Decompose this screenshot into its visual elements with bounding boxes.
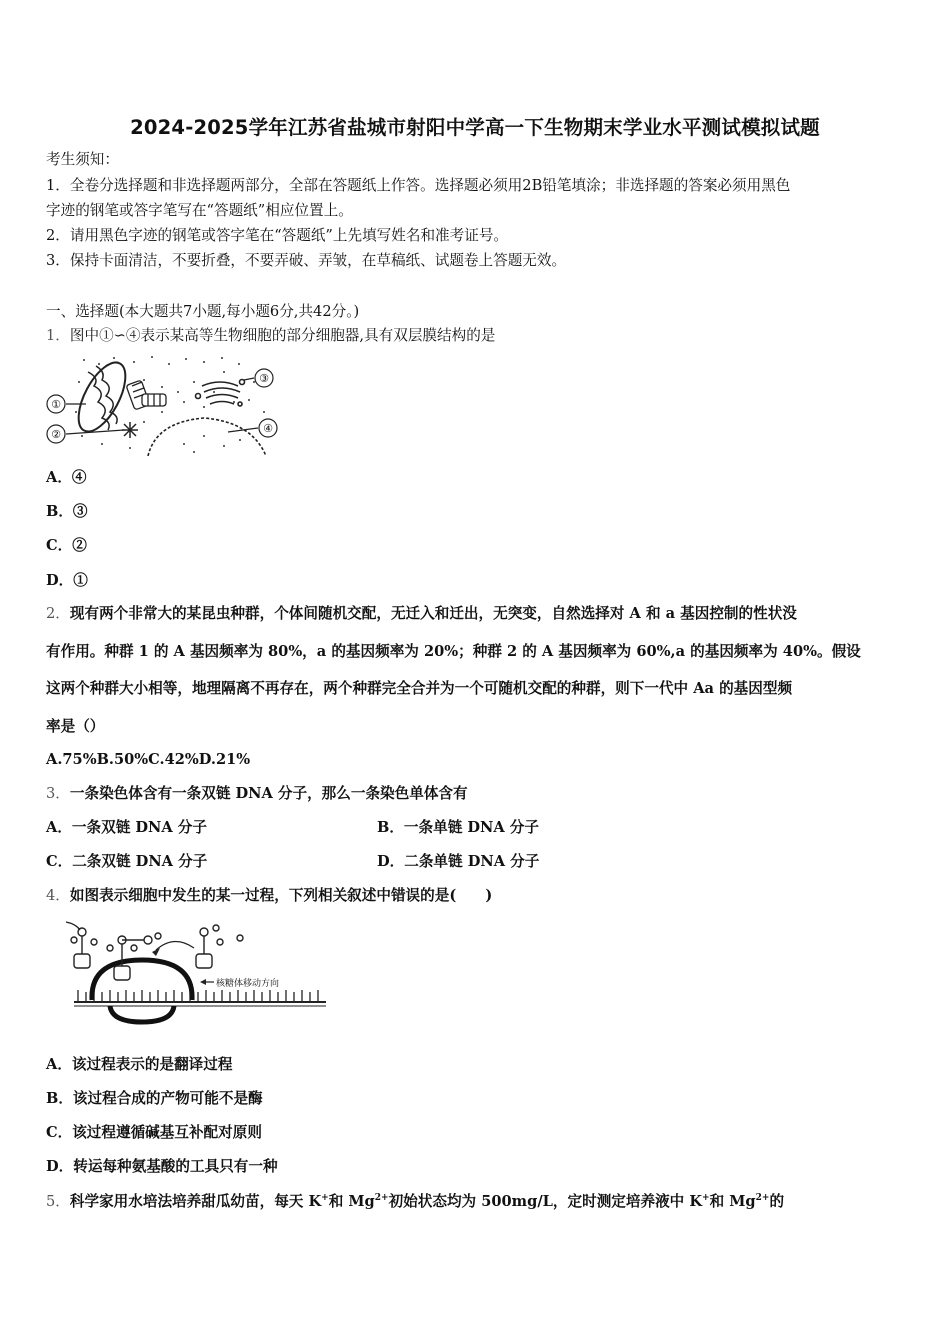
- figure-label-3: ③: [259, 372, 269, 385]
- question-5-stem: 5．科学家用水培法培养甜瓜幼苗，每天 K+和 $Mg^{2+}$初始状态均为 500mg/L，定时测定培养液中 K+和 $Mg^{2+}$的: [46, 1193, 785, 1210]
- question-4-option-d: D．转运每种氨基酸的工具只有一种: [46, 1158, 278, 1175]
- question-2-line-1: 2．现有两个非常大的某昆虫种群，个体间随机交配，无迁入和迁出，无突变，自然选择对 A 和 a 基因控制的性状没: [46, 605, 797, 622]
- question-3-stem: 3．一条染色体含有一条双链 DNA 分子，那么一条染色单体含有: [46, 785, 468, 802]
- question-number: 5．: [46, 1193, 70, 1210]
- notice-item-1-cont: 字迹的钢笔或答字笔写在“答题纸”相应位置上。: [46, 202, 353, 219]
- question-number: 4．: [46, 887, 70, 904]
- question-4-option-a: A．该过程表示的是翻译过程: [46, 1056, 233, 1073]
- question-3-option-d: D．二条单链 DNA 分子: [377, 853, 540, 870]
- figure-label-1: ①: [51, 398, 61, 411]
- starburst-shape: [122, 422, 138, 438]
- question-2-options: A.75%B.50%C.42%D.21%: [46, 751, 251, 768]
- question-3-option-a: A．一条双链 DNA 分子: [46, 819, 207, 836]
- figure-label-2: ②: [51, 428, 61, 441]
- figure-label-4: ④: [263, 422, 273, 435]
- notice-item-1: 1．全卷分选择题和非选择题两部分，全部在答题纸上作答。选择题必须用2B铅笔填涂；非选择题的答案必须用黑色: [46, 177, 791, 194]
- trna-right: [196, 925, 243, 968]
- question-4-option-c: C．该过程遵循碱基互补配对原则: [46, 1124, 262, 1141]
- question-2-line-3: 这两个种群大小相等，地理隔离不再存在，两个种群完全合并为一个可随机交配的种群，则下一代中 Aa 的基因型频: [46, 680, 793, 697]
- notice-heading: 考生须知：: [46, 151, 119, 168]
- question-number: 1．: [46, 327, 70, 344]
- direction-arrow-head: [200, 979, 206, 985]
- mrna-strand: [74, 990, 326, 1006]
- arrow-curve: [156, 941, 194, 950]
- mitochondrion-shape: [69, 355, 135, 438]
- trna-left: [66, 922, 97, 968]
- question-1-option-a: A．④: [46, 469, 87, 486]
- question-number: 3．: [46, 785, 70, 802]
- question-1-option-b: B．③: [46, 503, 88, 520]
- question-2-line-4: 率是（）: [46, 718, 105, 735]
- notice-item-2: 2．请用黑色字迹的钢笔或答字笔在“答题纸”上先填写姓名和准考证号。: [46, 227, 509, 244]
- centriole-shape: [126, 380, 166, 410]
- question-2-line-2: 有作用。种群 1 的 A 基因频率为 80%，a 的基因频率为 20%；种群 2 的 A 基因频率为 60%,a 的基因频率为 40%。假设: [46, 643, 861, 660]
- trna-center: [107, 933, 161, 980]
- direction-label: 核糖体移动方向: [216, 979, 280, 989]
- question-3-option-b: B．一条单链 DNA 分子: [377, 819, 539, 836]
- translation-figure: [44, 918, 328, 1026]
- arrow-head: [152, 948, 160, 956]
- question-4-stem: 4．如图表示细胞中发生的某一过程，下列相关叙述中错误的是( ): [46, 887, 493, 904]
- nucleus-shape: [148, 418, 266, 456]
- section-heading: 一、选择题(本大题共7小题,每小题6分,共42分。): [46, 303, 360, 320]
- question-3-option-c: C．二条双链 DNA 分子: [46, 853, 208, 870]
- question-1-option-c: C．②: [46, 537, 87, 554]
- organelle-figure: [44, 352, 284, 456]
- question-1-option-d: D．①: [46, 572, 88, 589]
- question-1-stem: 1．图中①∽④表示某高等生物细胞的部分细胞器,具有双层膜结构的是: [46, 327, 496, 344]
- notice-item-3: 3．保持卡面清洁，不要折叠，不要弄破、弄皱，在草稿纸、试题卷上答题无效。: [46, 252, 567, 269]
- question-4-option-b: B．该过程合成的产物可能不是酶: [46, 1090, 263, 1107]
- golgi-shape: [196, 380, 245, 407]
- question-number: 2．: [46, 605, 70, 622]
- page-title: 2024-2025学年江苏省盐城市射阳中学高一下生物期末学业水平测试模拟试题: [130, 116, 820, 139]
